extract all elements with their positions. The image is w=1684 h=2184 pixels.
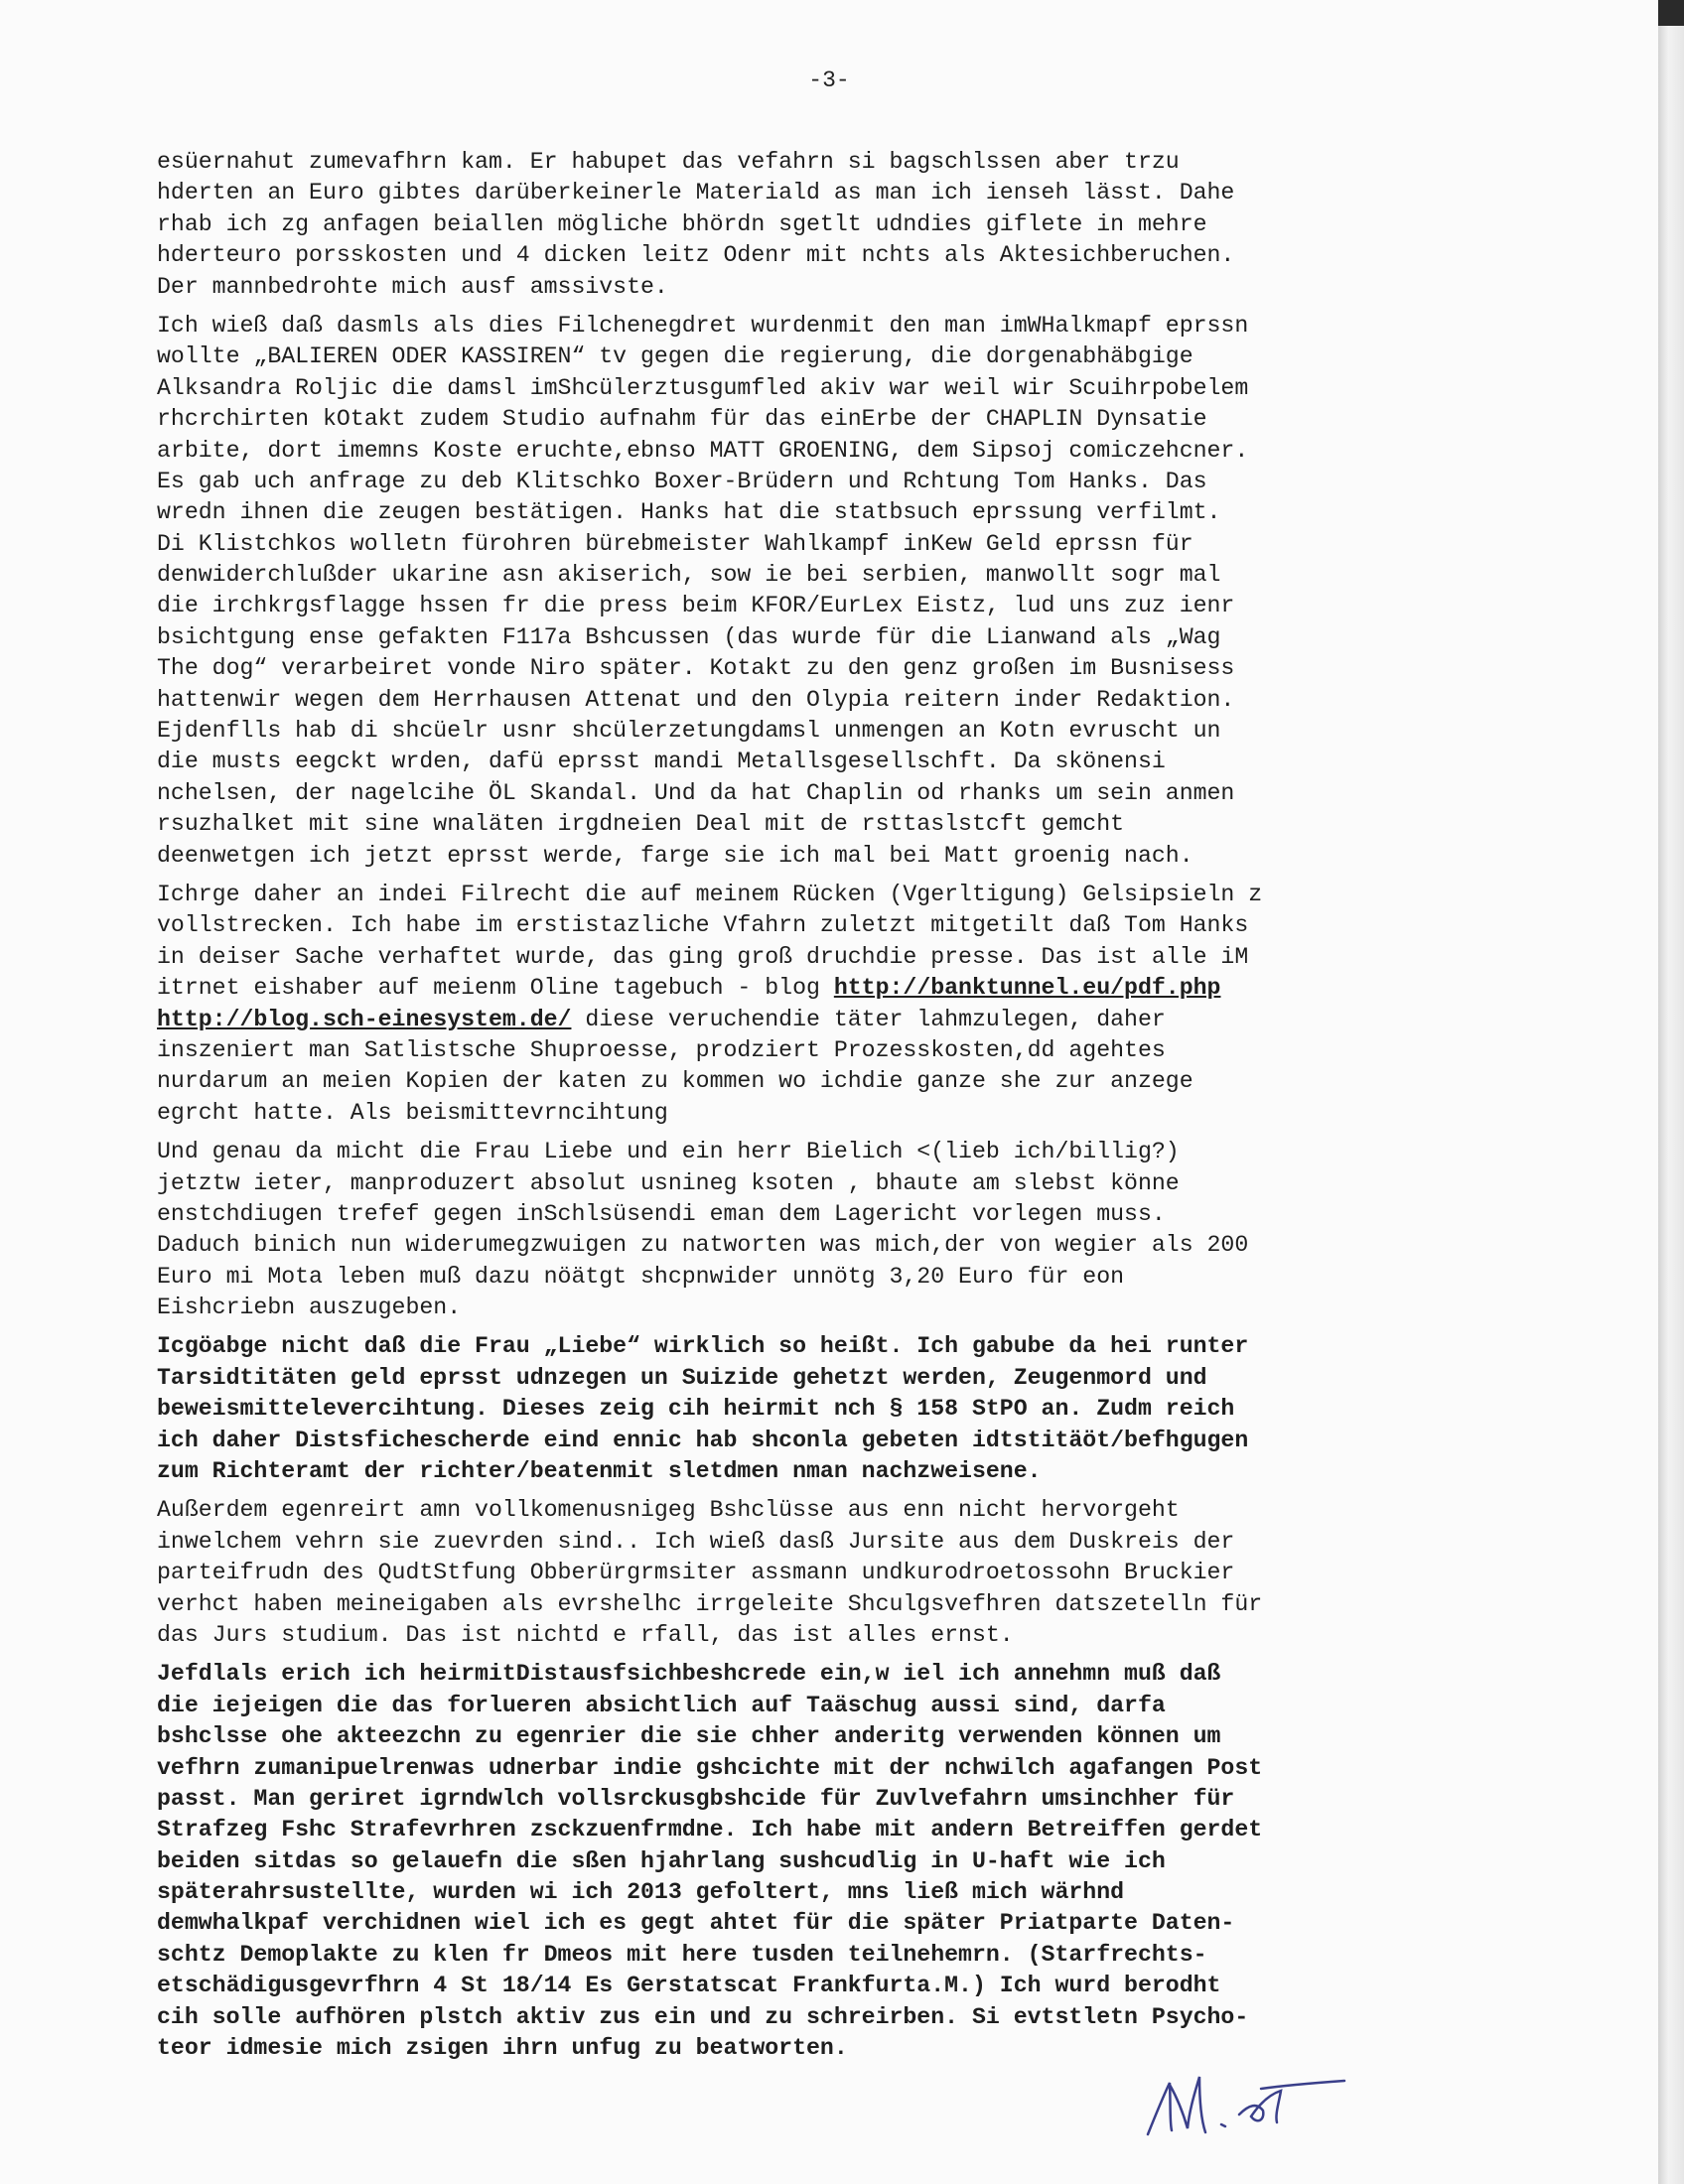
text-line: Der mannbedrohte mich ausf amssivste. bbox=[157, 273, 668, 300]
paragraph bbox=[157, 1331, 1477, 1487]
text-line: Icgöabge nicht daß die Frau „Liebe“ wirklich so heißt. Ich gabube da hei runter bbox=[157, 1333, 1249, 1360]
text-line: rsuzhalket mit sine wnaläten irgdneien Deal mit de rsttaslstcft gemcht bbox=[157, 811, 1125, 838]
text-line: die musts eegckt wrden, dafü eprsst mandi Metallsgesellschft. Da skönensi bbox=[157, 749, 1166, 775]
signature-icon bbox=[1140, 2065, 1358, 2144]
paper-edge bbox=[1658, 0, 1684, 2184]
text-line: hderten an Euro gibtes darüberkeinerle Materiald as man ich ienseh lässt. Dahe bbox=[157, 180, 1235, 206]
text-line: Eishcriebn auszugeben. bbox=[157, 1295, 462, 1321]
text-line: rhcrchirten kOtakt zudem Studio aufnahm für das einErbe der CHAPLIN Dynsatie bbox=[157, 406, 1207, 433]
text-line: in deiser Sache verhaftet wurde, das ging groß druchdie presse. Das ist alle iM bbox=[157, 943, 1249, 970]
text-line: hderteuro porsskosten und 4 dicken leitz Odenr mit nchts als Aktesichberuchen. bbox=[157, 242, 1235, 269]
text-line: Euro mi Mota leben muß dazu nöätgt shcpnwider unnötg 3,20 Euro für eon bbox=[157, 1263, 1125, 1290]
text-line: egrcht hatte. Als beismittevrncihtung bbox=[157, 1099, 668, 1126]
text-line: inwelchem vehrn sie zuevrden sind.. Ich wieß dasß Jursite aus dem Duskreis der bbox=[157, 1528, 1235, 1555]
scan-corner bbox=[1658, 0, 1684, 26]
text-line: teor idmesie mich zsigen ihrn unfug zu beatworten. bbox=[157, 2035, 848, 2062]
document-body bbox=[157, 147, 1477, 2072]
text-line: schtz Demoplakte zu klen fr Dmeos mit here tusden teilnehemrn. (Starfrechts- bbox=[157, 1941, 1207, 1968]
text-line: etschädigusgevrfhrn 4 St 18/14 Es Gerstatscat Frankfurta.M.) Ich wurd berodht bbox=[157, 1973, 1221, 1999]
text-line: vollstrecken. Ich habe im erstistazliche Vfahrn zuletzt mitgetilt daß Tom Hanks bbox=[157, 912, 1249, 939]
text-line: esüernahut zumevafhrn kam. Er habupet das vefahrn si bagschlssen aber trzu bbox=[157, 149, 1180, 175]
text-line: enstchdiugen trefef gegen inSchlsüsendi eman dem Lagericht vorlegen muss. bbox=[157, 1200, 1166, 1227]
text-line: passt. Man geriret igrndwlch vollsrckusgbshcide für Zuvlvefahrn umsinchher für bbox=[157, 1785, 1235, 1812]
text-line: bsichtgung ense gefakten F117a Bshcussen (das wurde für die Lianwand als „Wag bbox=[157, 623, 1221, 650]
text-line: Ich wieß daß dasmls als dies Filchenegdret wurdenmit den man imWHalkmapf eprssn bbox=[157, 312, 1249, 339]
paragraph bbox=[157, 311, 1477, 872]
text-line: die iejeigen die das forlueren absichtlich auf Taäschug aussi sind, darfa bbox=[157, 1692, 1166, 1718]
text-line: denwiderchlußder ukarine asn akiserich, sow ie bei serbien, manwollt sogr mal bbox=[157, 562, 1221, 589]
paragraph bbox=[157, 880, 1477, 1129]
text-line: hattenwir wegen dem Herrhausen Attenat und den Olypia reitern inder Redaktion. bbox=[157, 686, 1235, 713]
text-line: das Jurs studium. Das ist nichtd e rfall, das ist alles ernst. bbox=[157, 1621, 1014, 1648]
text-line: arbite, dort imemns Koste eruchte,ebnso MATT GROENING, dem Sipsoj comiczehcner. bbox=[157, 437, 1249, 464]
text-line: vefhrn zumanipuelrenwas udnerbar indie gshcichte mit der nchwilch agafangen Post bbox=[157, 1754, 1263, 1781]
text-line: Ejdenflls hab di shcüelr usnr shcülerzetungdamsl unmengen an Kotn evruscht un bbox=[157, 718, 1221, 745]
text-line: The dog“ verarbeiret vonde Niro später. Kotakt zu den genz großen im Busnisess bbox=[157, 655, 1235, 682]
text-line: http://blog.sch-einesystem.de/ diese veruchendie täter lahmzulegen, daher bbox=[157, 1006, 1166, 1032]
text-line: parteifrudn des QudtStfung Obberürgrmsiter assmann undkurodroetossohn Bruckier bbox=[157, 1560, 1235, 1586]
text-line: Strafzeg Fshc Strafevrhren zsckzuenfrmdne. Ich habe mit andern Betreiffen gerdet bbox=[157, 1817, 1263, 1843]
text-line: verhct haben meineigaben als evrshelhc irrgeleite Shculgsvefhren datszetelln für bbox=[157, 1590, 1263, 1617]
paragraph bbox=[157, 147, 1477, 303]
page-number: -3- bbox=[808, 68, 850, 93]
text-line: jetztw ieter, manproduzert absolut usnineg ksoten , bhaute am slebst könne bbox=[157, 1169, 1180, 1196]
text-line: Es gab uch anfrage zu deb Klitschko Boxer-Brüdern und Rchtung Tom Hanks. Das bbox=[157, 468, 1207, 494]
paragraph bbox=[157, 1495, 1477, 1651]
text-line: ich daher Distsfichescherde eind ennic hab shconla gebeten idtstitäöt/befhgugen bbox=[157, 1427, 1249, 1453]
text-line: Jefdlals erich ich heirmitDistausfsichbeshcrede ein,w iel ich annehmn muß daß bbox=[157, 1661, 1221, 1688]
text-line: Daduch binich nun widerumegzwuigen zu natworten was mich,der von wegier als 200 bbox=[157, 1232, 1249, 1259]
text-line: zum Richteramt der richter/beatenmit sletdmen nman nachzweisene. bbox=[157, 1458, 1042, 1485]
text-line: wollte „BALIEREN ODER KASSIREN“ tv gegen die regierung, die dorgenabhäbgige bbox=[157, 343, 1193, 370]
text-line: demwhalkpaf verchidnen wiel ich es gegt ahtet für die später Priatparte Daten- bbox=[157, 1910, 1235, 1937]
paragraph bbox=[157, 1659, 1477, 2064]
text-line: rhab ich zg anfagen beiallen mögliche bhördn sgetlt udndies giflete in mehre bbox=[157, 210, 1207, 237]
blog-link[interactable]: http://banktunnel.eu/pdf.php bbox=[833, 975, 1221, 1002]
text-line: nchelsen, der nagelcihe ÖL Skandal. Und da hat Chaplin od rhanks um sein anmen bbox=[157, 779, 1235, 806]
text-line: Alksandra Roljic die damsl imShcülerztusgumfled akiv war weil wir Scuihrpobelem bbox=[157, 374, 1249, 401]
text-line: deenwetgen ich jetzt eprsst werde, farge sie ich mal bei Matt groenig nach. bbox=[157, 842, 1193, 869]
text-line: cih solle aufhören plstch aktiv zus ein und zu schreirben. Si evtstletn Psycho- bbox=[157, 2003, 1249, 2030]
text-line: späterahrsustellte, wurden wi ich 2013 gefoltert, mns ließ mich wärhnd bbox=[157, 1879, 1125, 1906]
text-line: Di Klistchkos wolletn fürohren bürebmeister Wahlkampf inKew Geld eprssn für bbox=[157, 530, 1193, 557]
text-line: Und genau da micht die Frau Liebe und ein herr Bielich <(lieb ich/billig?) bbox=[157, 1139, 1180, 1165]
text-line: Außerdem egenreirt amn vollkomenusnigeg Bshclüsse aus enn nicht hervorgeht bbox=[157, 1497, 1180, 1524]
text-line: die irchkrgsflagge hssen fr die press beim KFOR/EurLex Eistz, lud uns zuz ienr bbox=[157, 593, 1235, 619]
website-link[interactable]: http://blog.sch-einesystem.de/ bbox=[157, 1006, 572, 1032]
text-line: wredn ihnen die zeugen bestätigen. Hanks hat die statbsuch eprssung verfilmt. bbox=[157, 499, 1221, 526]
text-line: Tarsidtitäten geld eprsst udnzegen un Suizide gehetzt werden, Zeugenmord und bbox=[157, 1364, 1207, 1391]
text-line: itrnet eishaber auf meienm Oline tagebuch - blog http://banktunnel.eu/pdf.php bbox=[157, 975, 1221, 1002]
text-line: bshclsse ohe akteezchn zu egenrier die sie chher anderitg verwenden können um bbox=[157, 1723, 1221, 1750]
text-line: Ichrge daher an indei Filrecht die auf meinem Rücken (Vgerltigung) Gelsipsieln z bbox=[157, 881, 1263, 907]
text-line: inszeniert man Satlistsche Shuproesse, prodziert Prozesskosten,dd agehtes bbox=[157, 1036, 1166, 1063]
paragraph bbox=[157, 1137, 1477, 1323]
text-line: beweismittelevercihtung. Dieses zeig cih heirmit nch § 158 StPO an. Zudm reich bbox=[157, 1396, 1235, 1423]
text-line: beiden sitdas so gelauefn die sßen hjahrlang sushcudlig in U-haft wie ich bbox=[157, 1847, 1166, 1874]
text-line: nurdarum an meien Kopien der katen zu kommen wo ichdie ganze she zur anzege bbox=[157, 1068, 1193, 1095]
